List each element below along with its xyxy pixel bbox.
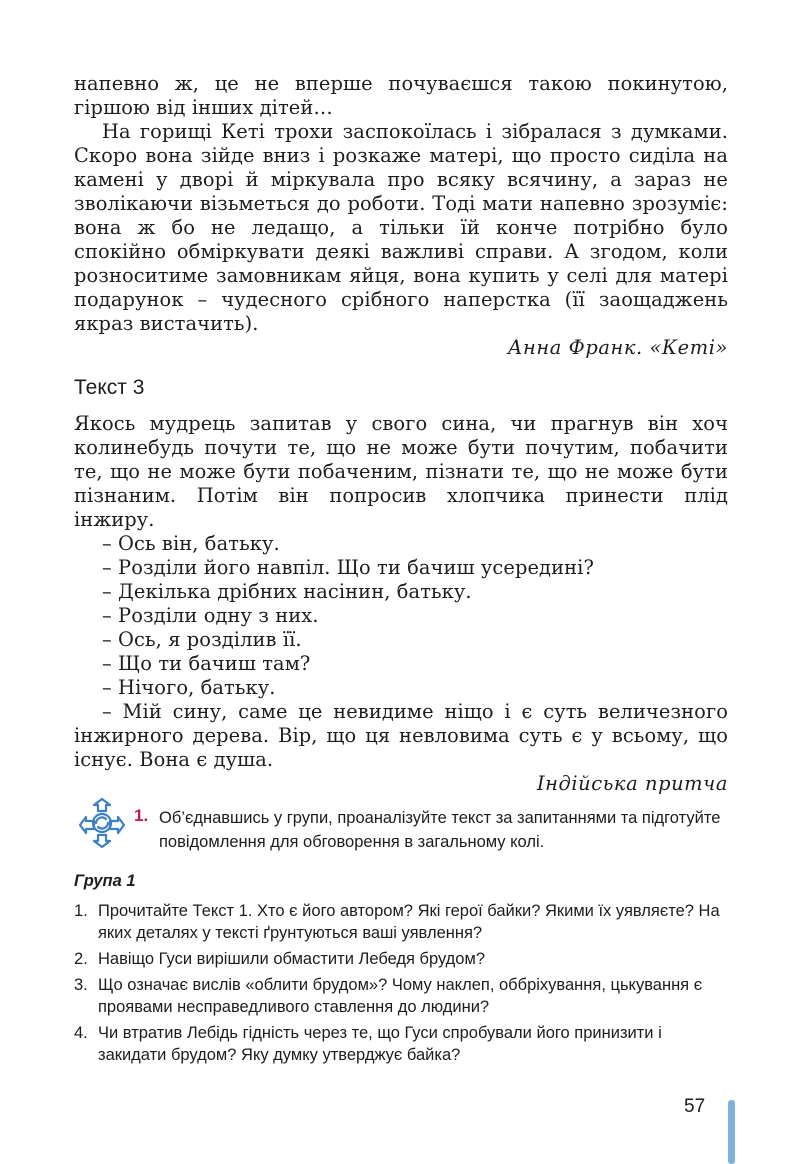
page-edge-bar bbox=[728, 1100, 735, 1164]
group-1-title: Група 1 bbox=[74, 872, 136, 890]
page-number: 57 bbox=[684, 1096, 706, 1117]
text3-body bbox=[74, 412, 728, 796]
group-work-icon bbox=[72, 795, 132, 851]
text2-paragraph-1: напевно ж, це не вперше почуваєшся такою покинутою, гіршою від інших дітей… bbox=[74, 72, 728, 119]
dialog-line: – Розділи його навпіл. Що ти бачиш усередині? bbox=[102, 556, 594, 579]
question-number: 1. bbox=[74, 902, 88, 920]
question-text: Прочитайте Текст 1. Хто є його автором? Які герої байки? Якими їх уявляєте? На яких деталях у тексті ґрунтуються ваші уявлення? bbox=[98, 902, 720, 942]
question-text: Навіщо Гуси вирішили обмастити Лебедя брудом? bbox=[98, 950, 486, 968]
dialog-line: – Розділи одну з них. bbox=[102, 604, 319, 627]
dialog-line: – Нічого, батьку. bbox=[102, 676, 276, 699]
text3-intro: Якось мудрець запитав у свого сина, чи прагнув він хоч колинебудь почути те, що не може бути почутим, побачити те, що не може бути побаченим, пізнати те, що не може бути пізнаним. Потім він попросив хлопчика принести плід інжиру. bbox=[74, 412, 728, 531]
question-text: Чи втратив Лебідь гідність через те, що Гуси спробували його принизити і закидати брудом? Яку думку утверджує байка? bbox=[98, 1024, 662, 1064]
text3-dialog bbox=[74, 532, 728, 772]
question-number: 4. bbox=[74, 1024, 88, 1042]
question-number: 3. bbox=[74, 976, 88, 994]
text2-attribution: Анна Франк. «Кеті» bbox=[507, 336, 728, 359]
task-number: 1. bbox=[134, 806, 149, 825]
task-text: Об’єднавшись у групи, проаналізуйте текст за запитаннями та підготуйте повідомлення для обговорення в загальному колі. bbox=[159, 809, 721, 851]
dialog-line: – Ось він, батьку. bbox=[102, 532, 280, 555]
text3-attribution: Індійська притча bbox=[536, 772, 728, 795]
list-item bbox=[74, 900, 734, 944]
dialog-line: – Що ти бачиш там? bbox=[102, 652, 311, 675]
question-text: Що означає вислів «облити брудом»? Чому наклеп, оббріхування, цькування є проявами несправедливого ставлення до людини? bbox=[98, 976, 703, 1016]
list-item bbox=[74, 1022, 734, 1066]
list-item bbox=[74, 974, 734, 1018]
dialog-final: – Мій сину, саме це невидиме ніщо і є суть величезного інжирного дерева. Вір, що ця невловима суть є у всьому, що існує. Вона є душа. bbox=[74, 700, 728, 771]
text2-tail bbox=[74, 72, 728, 360]
text2-paragraph-2: На горищі Кеті трохи заспокоїлась і зібралася з думками. Скоро вона зійде вниз і розкаже матері, що просто сиділа на камені у дворі й міркувала про всяку всячину, а зараз не зволікаючи візьметься до роботи. Тоді мати напевно зрозуміє: вона ж бо не ледащо, а тільки їй конче потрібно було спокійно обміркувати деякі важливі справи. А згодом, коли розноситиме замовникам яйця, вона купить у селі для матері подарунок – чудесного срібного наперстка (її заощаджень якраз вистачить). bbox=[74, 120, 728, 335]
question-number: 2. bbox=[74, 950, 88, 968]
dialog-line: – Декілька дрібних насінин, батьку. bbox=[102, 580, 472, 603]
dialog-line: – Ось, я розділив її. bbox=[102, 628, 302, 651]
list-item bbox=[74, 948, 734, 970]
group-1-questions bbox=[74, 900, 734, 1070]
text3-heading: Текст 3 bbox=[74, 376, 145, 399]
